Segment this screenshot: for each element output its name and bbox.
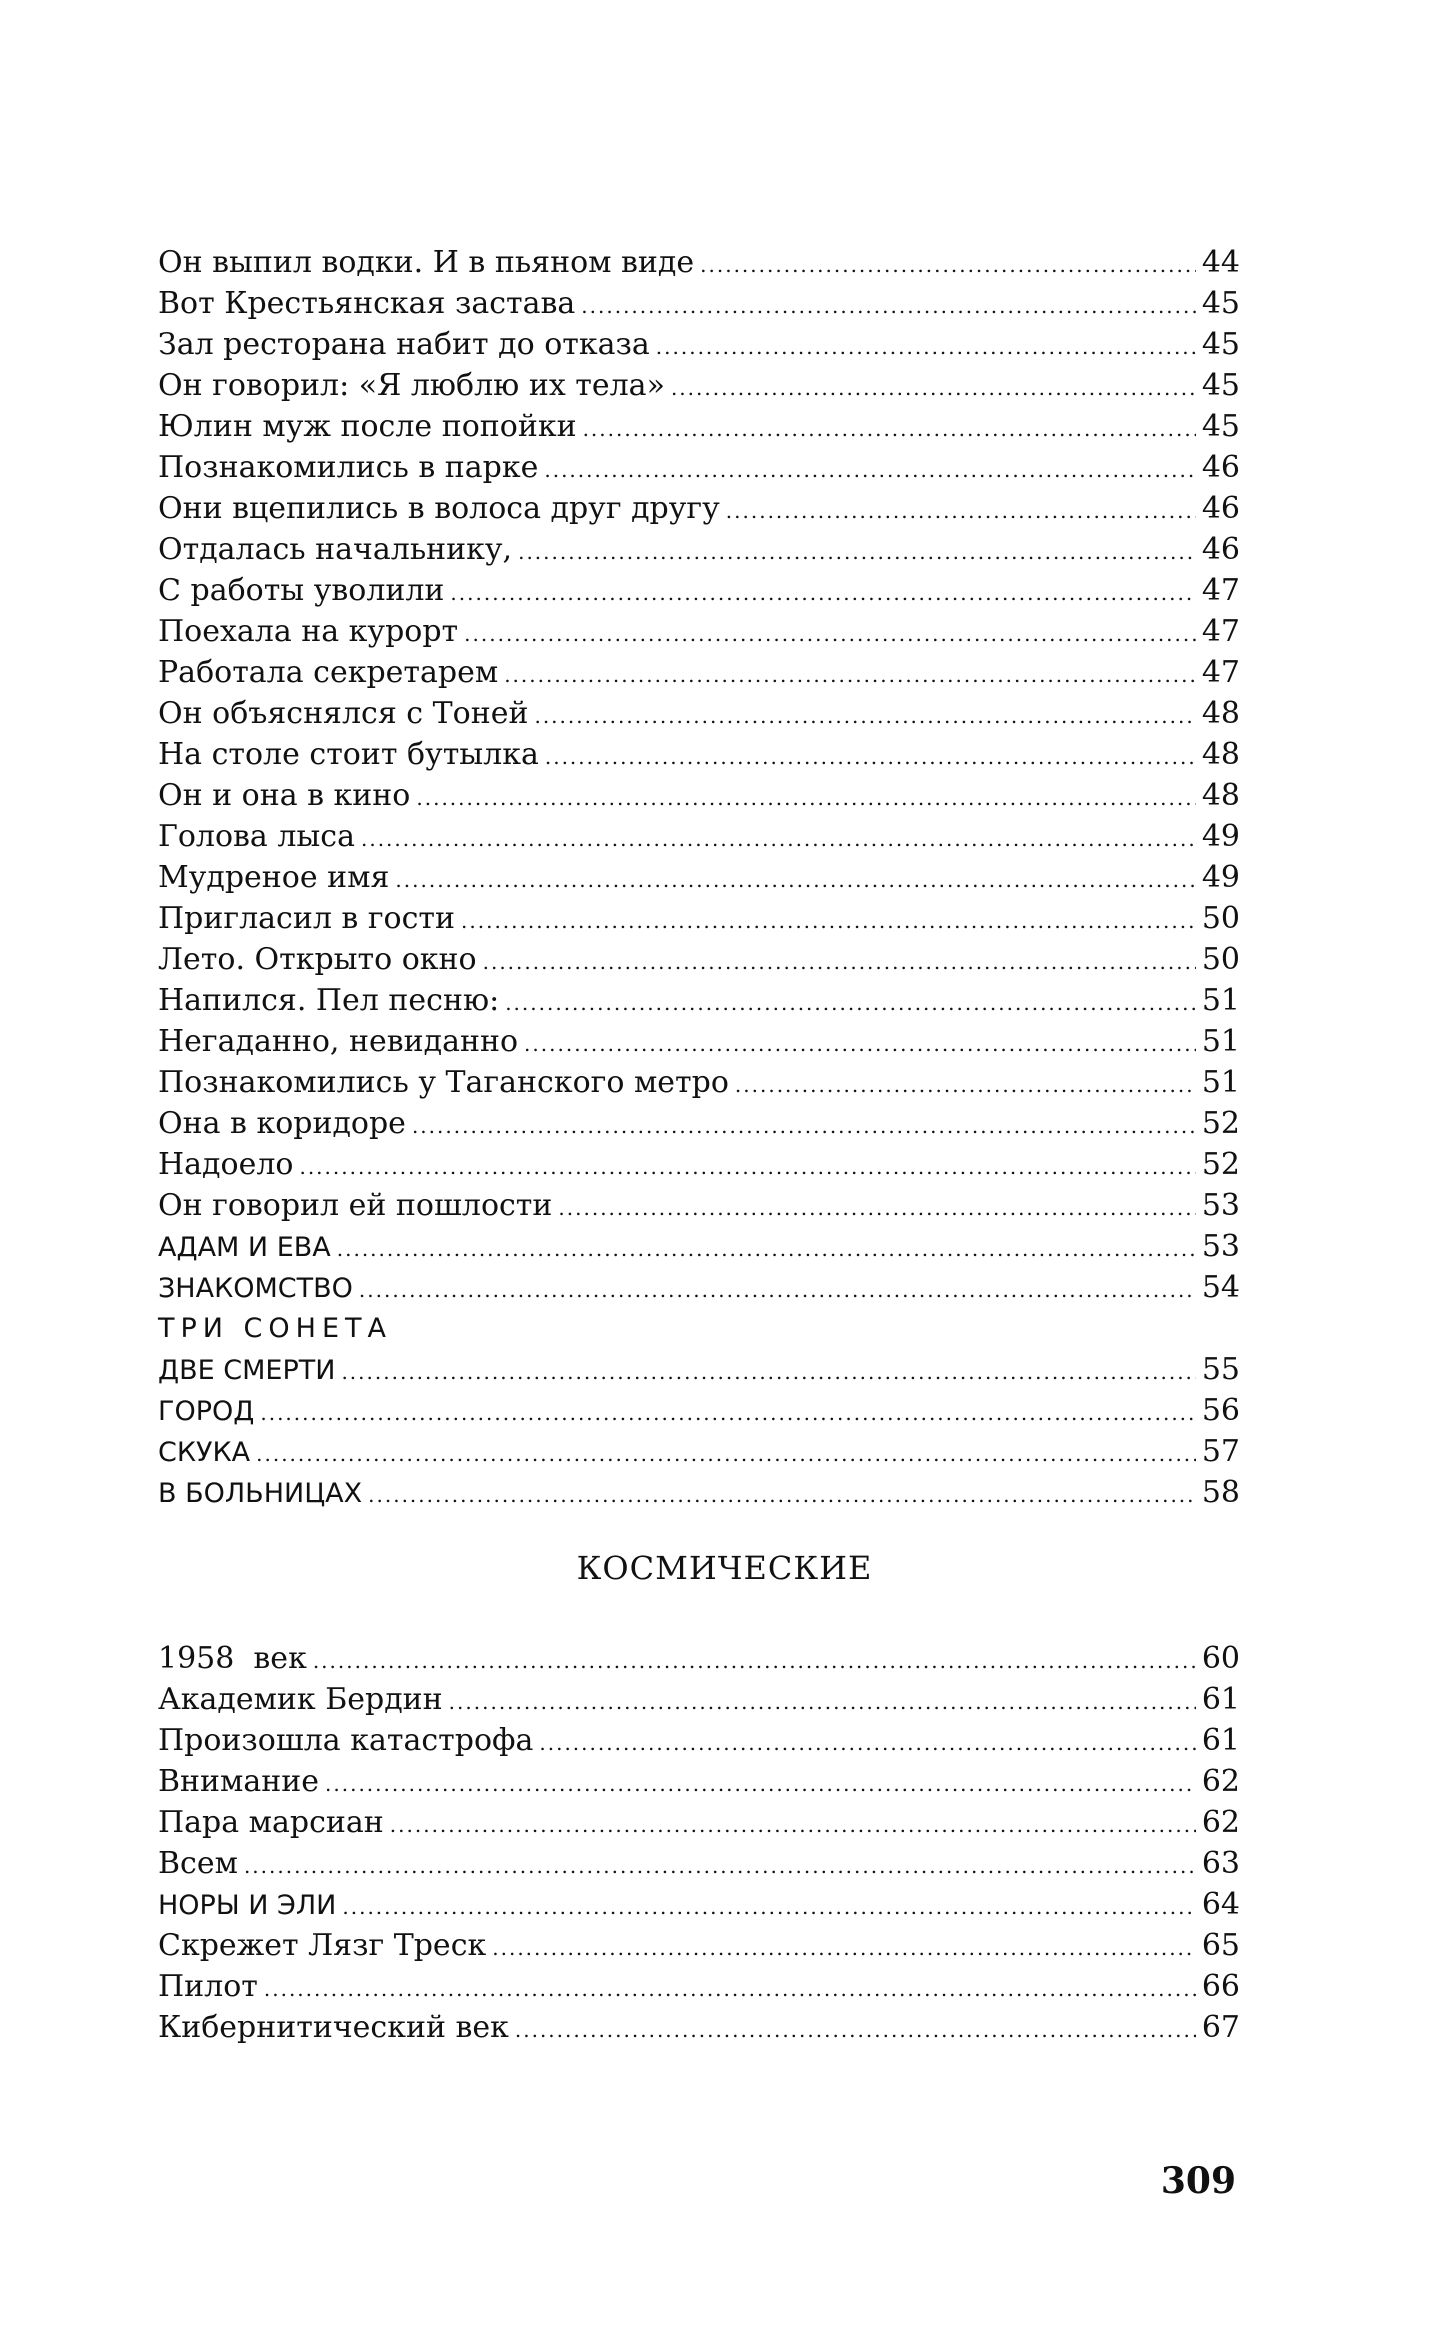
toc-entry-title: Всем [158,1846,238,1881]
toc-entry [158,1308,1240,1349]
toc-entry [158,1185,1240,1226]
dot-leader [656,327,1196,368]
toc-entry-page: 63 [1201,1846,1240,1881]
toc-entry-page: 48 [1201,696,1240,731]
toc-entry-page: 52 [1201,1147,1240,1182]
dot-leader [416,778,1195,819]
toc-entry [158,406,1240,447]
toc-entry-title: Голова лыса [158,819,355,854]
toc-entry [158,1226,1240,1267]
toc-entry-page: 51 [1201,1024,1240,1059]
toc-entry [158,365,1240,406]
toc-entry-page: 45 [1201,327,1240,362]
toc-entry-title: АДАМ И ЕВА [158,1232,331,1263]
dot-leader [483,942,1196,983]
dot-leader [461,901,1196,942]
toc-entry-title: Негаданно, невиданно [158,1024,519,1059]
toc-entry [158,324,1240,365]
toc-entry [158,1884,1240,1925]
toc-entry-page: 46 [1201,532,1240,567]
toc-entry-page: 46 [1201,491,1240,526]
toc-entry-page: 67 [1201,2010,1240,2045]
toc-entry-page: 51 [1201,983,1240,1018]
toc-entry-title: СКУКА [158,1437,251,1468]
toc-entry-title: Внимание [158,1764,320,1799]
toc-entry [158,1802,1240,1843]
toc-entry-title: Произошла катастрофа [158,1723,534,1758]
toc-entry-title: ГОРОД [158,1396,255,1427]
toc-entry [158,611,1240,652]
toc-entry-title: Лето. Открыто окно [158,942,477,977]
toc-entry-title: Пара марсиан [158,1805,384,1840]
toc-entry-page: 66 [1201,1969,1240,2004]
toc-entry-page: 47 [1201,614,1240,649]
toc-entry [158,1390,1240,1431]
toc-entry [158,529,1240,570]
toc-entry-title: На столе стоит бутылка [158,737,539,772]
table-of-contents-cosmic [158,1638,1240,2048]
toc-entry-title: ЗНАКОМСТВО [158,1273,353,1304]
toc-entry-title: Она в коридоре [158,1106,406,1141]
dot-leader [260,1393,1195,1434]
toc-entry-title: Он объяснялся с Тоней [158,696,529,731]
toc-entry-page: 49 [1201,860,1240,895]
toc-entry [158,1638,1240,1679]
dot-leader [313,1641,1196,1682]
toc-entry-page: 46 [1201,450,1240,485]
toc-entry [158,980,1240,1021]
toc-entry-title: ДВЕ СМЕРТИ [158,1355,336,1386]
toc-entry-title: Кибернитический век [158,2010,509,2045]
toc-entry [158,1021,1240,1062]
toc-entry [158,1103,1240,1144]
toc-entry-page: 45 [1201,286,1240,321]
toc-entry-page: 56 [1201,1393,1240,1428]
toc-entry-title: Пилот [158,1969,258,2004]
toc-entry-page: 53 [1201,1188,1240,1223]
dot-leader [505,983,1196,1024]
toc-entry-title: В БОЛЬНИЦАХ [158,1478,363,1509]
dot-leader [700,245,1196,286]
dot-leader [518,532,1196,573]
dot-leader [515,2010,1196,2051]
toc-entry [158,1349,1240,1390]
toc-entry-page: 50 [1201,942,1240,977]
toc-entry-page: 58 [1201,1475,1240,1510]
toc-entry [158,1267,1240,1308]
toc-entry [158,283,1240,324]
toc-entry [158,816,1240,857]
toc-entry-page: 62 [1201,1764,1240,1799]
toc-entry-page: 49 [1201,819,1240,854]
dot-leader [390,1805,1196,1846]
dot-leader [539,1723,1195,1764]
toc-entry-page: 44 [1201,245,1240,280]
toc-entry-title: Напился. Пел песню: [158,983,500,1018]
dot-leader [264,1969,1196,2010]
toc-entry [158,242,1240,283]
toc-entry [158,1843,1240,1884]
toc-entry-page: 62 [1201,1805,1240,1840]
toc-entry [158,734,1240,775]
toc-entry-page: 45 [1201,368,1240,403]
toc-entry [158,857,1240,898]
toc-entry [158,1431,1240,1472]
toc-entry [158,570,1240,611]
toc-entry-title: Он говорил ей пошлости [158,1188,553,1223]
toc-entry-title: Он говорил: «Я люблю их тела» [158,368,665,403]
toc-entry-title: Работала секретарем [158,655,499,690]
dot-leader [735,1065,1196,1106]
dot-leader [359,1270,1196,1311]
toc-entry-title: Академик Бердин [158,1682,443,1717]
toc-entry [158,2007,1240,2048]
toc-entry-title: Пригласил в гости [158,901,456,936]
dot-leader [524,1024,1196,1065]
dot-leader [534,696,1195,737]
toc-entry-title: Скрежет Лязг Треск [158,1928,487,1963]
toc-entry-title: НОРЫ И ЭЛИ [158,1890,337,1921]
toc-entry-page: 61 [1201,1723,1240,1758]
toc-entry [158,775,1240,816]
dot-leader [726,491,1196,532]
dot-leader [581,286,1196,327]
dot-leader [337,1229,1196,1270]
toc-entry-page: 55 [1201,1352,1240,1387]
page-number: 309 [1160,2160,1236,2202]
toc-entry-page: 47 [1201,573,1240,608]
toc-entry-title: Надоело [158,1147,294,1182]
toc-entry-title: Он и она в кино [158,778,411,813]
dot-leader [395,860,1195,901]
dot-leader [325,1764,1196,1805]
toc-entry-title: Познакомились у Таганского метро [158,1065,729,1100]
toc-entry [158,898,1240,939]
toc-entry-page: 61 [1201,1682,1240,1717]
dot-leader [256,1434,1196,1475]
toc-entry [158,1761,1240,1802]
toc-entry-page: 60 [1201,1641,1240,1676]
toc-entry [158,1966,1240,2007]
toc-entry-page: 54 [1201,1270,1240,1305]
dot-leader [244,1846,1196,1887]
toc-entry-title: С работы уволили [158,573,445,608]
dot-leader [545,737,1196,778]
dot-leader [492,1928,1196,1969]
toc-entry-page: 45 [1201,409,1240,444]
toc-entry-title: Он выпил водки. И в пьяном виде [158,245,695,280]
toc-entry [158,447,1240,488]
dot-leader [449,1682,1196,1723]
toc-entry-title: Вот Крестьянская застава [158,286,576,321]
dot-leader [558,1188,1195,1229]
toc-entry-page: 52 [1201,1106,1240,1141]
toc-entry-title: Отдалась начальнику, [158,532,513,567]
toc-entry-page: 57 [1201,1434,1240,1469]
section-heading: КОСМИЧЕСКИЕ [576,1549,873,1587]
toc-entry-title: Они вцепились в волоса друг другу [158,491,720,526]
toc-entry-title: Поехала на курорт [158,614,459,649]
dot-leader [361,819,1196,860]
dot-leader [544,450,1195,491]
toc-entry [158,1720,1240,1761]
dot-leader [299,1147,1195,1188]
toc-entry-title: Мудреное имя [158,860,390,895]
toc-entry [158,1925,1240,1966]
toc-entry-page: 64 [1201,1887,1240,1922]
dot-leader [368,1475,1196,1516]
toc-entry-page: 53 [1201,1229,1240,1264]
toc-entry-title: ТРИ СОНЕТА [158,1313,392,1344]
toc-entry-title: Познакомились в парке [158,450,539,485]
toc-entry [158,1062,1240,1103]
toc-entry [158,652,1240,693]
dot-leader [583,409,1196,450]
toc-entry-title: Юлин муж после попойки [158,409,577,444]
dot-leader [504,655,1196,696]
dot-leader [450,573,1195,614]
toc-entry [158,488,1240,529]
toc-entry [158,1144,1240,1185]
toc-entry-title: 1958 век [158,1641,307,1676]
toc-entry-page: 65 [1201,1928,1240,1963]
toc-entry-page: 47 [1201,655,1240,690]
toc-entry [158,693,1240,734]
table-of-contents [158,242,1240,1513]
dot-leader [671,368,1196,409]
toc-entry-title: Зал ресторана набит до отказа [158,327,650,362]
dot-leader [464,614,1196,655]
toc-entry-page: 51 [1201,1065,1240,1100]
toc-entry [158,1472,1240,1513]
toc-entry [158,1679,1240,1720]
toc-entry [158,939,1240,980]
toc-entry-page: 50 [1201,901,1240,936]
dot-leader [342,1887,1195,1928]
dot-leader [412,1106,1196,1147]
toc-entry-page: 48 [1201,737,1240,772]
dot-leader [341,1352,1195,1393]
toc-entry-page: 48 [1201,778,1240,813]
